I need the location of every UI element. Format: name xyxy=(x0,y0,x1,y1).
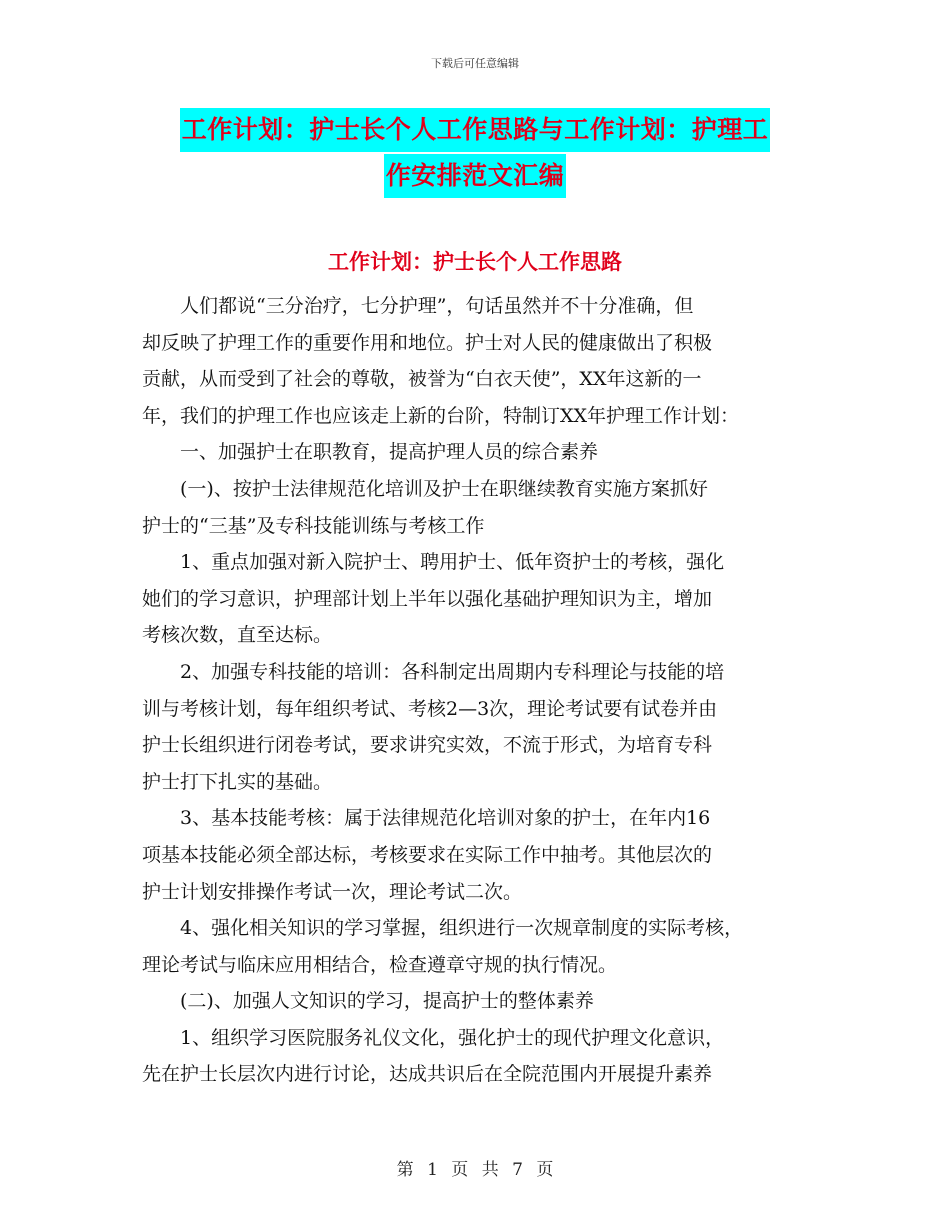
footer-mid: 页 xyxy=(451,1160,469,1180)
footer-total-pages: 7 xyxy=(512,1160,523,1180)
title-line-1: 工作计划：护士长个人工作思路与工作计划：护理工 xyxy=(180,108,771,152)
body-line: 理论考试与临床应用相结合，检查遵章守规的执行情况。 xyxy=(142,953,618,976)
body-line: 护士打下扎实的基础。 xyxy=(142,770,333,793)
body-line: 年，我们的护理工作也应该走上新的台阶，特制订XX年护理工作计划： xyxy=(142,404,740,427)
body-line: 却反映了护理工作的重要作用和地位。护士对人民的健康做出了积极 xyxy=(142,331,713,354)
footer-suffix: 页 xyxy=(536,1160,554,1180)
document-body xyxy=(142,288,812,1093)
footer-prefix: 第 xyxy=(396,1160,414,1180)
body-line: (二)、加强人文知识的学习，提高护士的整体素养 xyxy=(142,990,594,1013)
body-line: 她们的学习意识，护理部计划上半年以强化基础护理知识为主，增加 xyxy=(142,587,713,610)
body-line: 护士计划安排操作考试一次，理论考试二次。 xyxy=(142,880,523,903)
footer-page-number: 1 xyxy=(427,1160,438,1180)
body-line: 一、加强护士在职教育，提高护理人员的综合素养 xyxy=(142,441,599,464)
title-line-2: 作安排范文汇编 xyxy=(384,154,567,198)
body-line: 项基本技能必须全部达标，考核要求在实际工作中抽考。其他层次的 xyxy=(142,843,713,866)
body-line: 贡献，从而受到了社会的尊敬，被誉为“白衣天使”，XX年这新的一 xyxy=(142,368,702,391)
body-line: 1、组织学习医院服务礼仪文化，强化护士的现代护理文化意识， xyxy=(142,1026,725,1049)
body-line: 3、基本技能考核：属于法律规范化培训对象的护士，在年内16 xyxy=(142,807,711,830)
footer-total-label: 共 xyxy=(481,1160,499,1180)
body-line: 4、强化相关知识的学习掌握，组织进行一次规章制度的实际考核， xyxy=(142,917,744,940)
page-footer xyxy=(0,1155,950,1180)
body-line: 护士的“三基”及专科技能训练与考核工作 xyxy=(142,514,485,537)
page-header-note: 下载后可任意编辑 xyxy=(431,57,519,70)
body-line: 人们都说“三分治疗，七分护理”，句话虽然并不十分准确，但 xyxy=(142,295,694,317)
body-line: 先在护士长层次内进行讨论，达成共识后在全院范围内开展提升素养 xyxy=(142,1063,713,1086)
body-line: 考核次数，直至达标。 xyxy=(142,624,333,647)
body-line: (一)、按护士法律规范化培训及护士在职继续教育实施方案抓好 xyxy=(142,477,708,500)
section-subtitle: 工作计划：护士长个人工作思路 xyxy=(328,250,622,274)
body-line: 1、重点加强对新入院护士、聘用护士、低年资护士的考核，强化 xyxy=(142,551,725,574)
body-line: 护士长组织进行闭卷考试，要求讲究实效，不流于形式，为培育专科 xyxy=(142,734,713,757)
body-line: 2、加强专科技能的培训：各科制定出周期内专科理论与技能的培 xyxy=(142,660,725,683)
document-title xyxy=(0,108,950,200)
body-line: 训与考核计划，每年组织考试、考核2—3次，理论考试要有试卷并由 xyxy=(142,697,718,720)
